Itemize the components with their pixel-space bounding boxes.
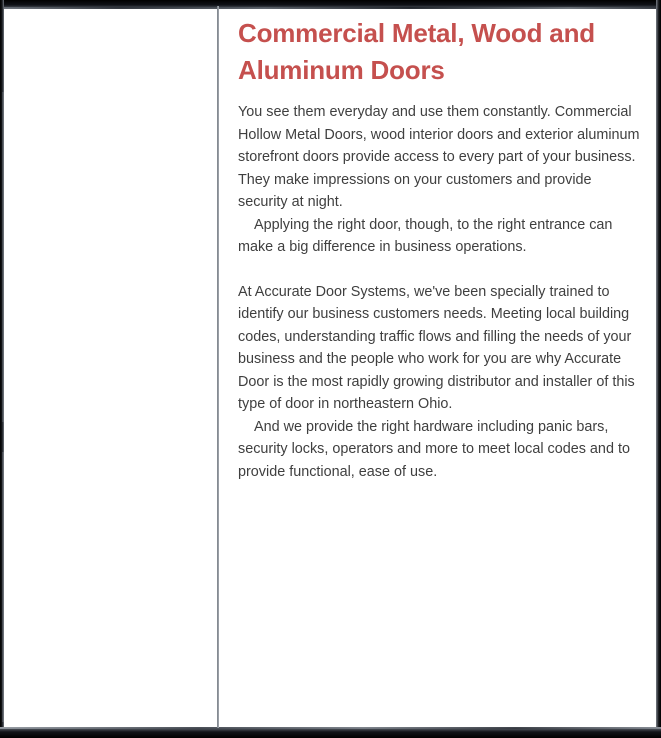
article-column: [219, 9, 656, 727]
paragraph-spacer: [238, 259, 643, 281]
paragraph-intro: You see them everyday and use them constantly. Commercial Hollow Metal Doors, wood interior doors and exterior aluminum storefront doors provide access to every part of your business. They make impressions on your customers and provide security at night.: [238, 104, 640, 210]
page-right-edge: [656, 0, 661, 738]
paragraph-hardware: And we provide the right hardware including panic bars, security locks, operators and more to meet local codes and to provide functional, ease of use.: [238, 418, 630, 480]
page-bottom-edge: [0, 727, 661, 738]
page-bottom-edge-shadow: [0, 727, 661, 729]
left-empty-column: [4, 9, 217, 727]
article-body: [238, 101, 643, 483]
paragraph-intro-followup: Applying the right door, though, to the right entrance can make a big difference in business operations.: [238, 216, 613, 255]
page-top-edge: [0, 0, 661, 9]
paragraph-about: At Accurate Door Systems, we've been specially trained to identify our business customers needs. Meeting local building codes, understanding traffic flows and filling the needs of your business and the people who work for you are why Accurate Door is the most rapidly growing distributor and installer of this type of door in northeastern Ohio.: [238, 283, 635, 412]
page-title: Commercial Metal, Wood and Aluminum Doors: [238, 18, 595, 85]
